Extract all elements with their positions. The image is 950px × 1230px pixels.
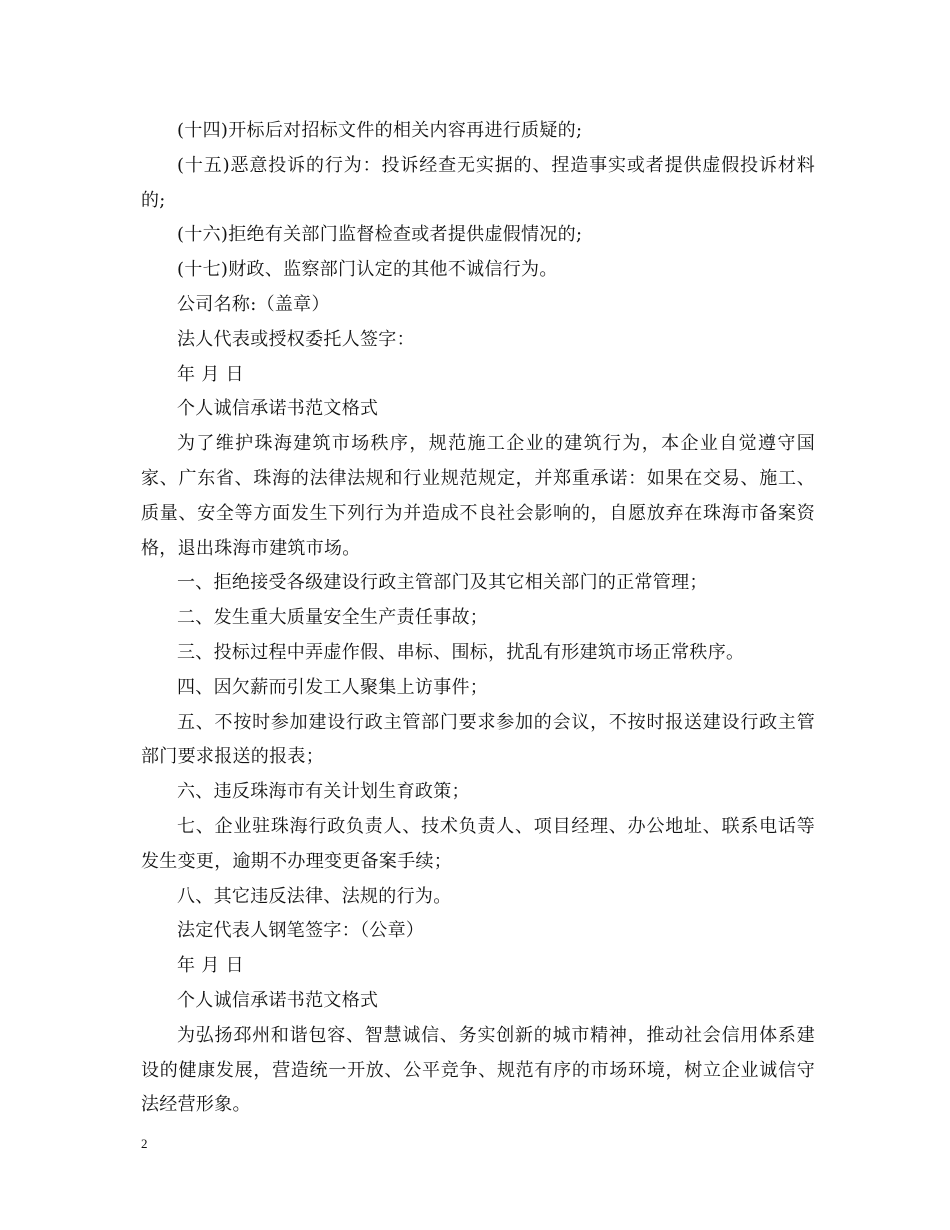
- paragraph: 年 月 日: [177, 363, 244, 385]
- paragraph: 为了维护珠海建筑市场秩序，规范施工企业的建筑行为，本企业自觉遵守国家、广东省、珠海的法律法规和行业规范规定，并郑重承诺：如果在交易、施工、质量、安全等方面发生下列行为并造成不良社会影响的，自愿放弃在珠海市备案资格，退出珠海市建筑市场。: [141, 433, 815, 559]
- section-heading: 个人诚信承诺书范文格式: [177, 989, 379, 1011]
- paragraph: 一、拒绝接受各级建设行政主管部门及其它相关部门的正常管理；: [177, 572, 708, 594]
- page-number: 2: [141, 1136, 148, 1151]
- paragraph: 三、投标过程中弄虚作假、串标、围标，扰乱有形建筑市场正常秩序。: [177, 641, 745, 663]
- paragraph: (十七)财政、监察部门认定的其他不诚信行为。: [177, 259, 558, 281]
- paragraph: 年 月 日: [177, 955, 244, 977]
- paragraph: 二、发生重大质量安全生产责任事故；: [177, 607, 489, 629]
- document-body: [141, 114, 815, 1123]
- paragraph: 法定代表人钢笔签字：（公章）: [177, 920, 425, 942]
- paragraph: 五、不按时参加建设行政主管部门要求参加的会议，不按时报送建设行政主管部门要求报送的报表；: [141, 711, 815, 768]
- paragraph: (十六)拒绝有关部门监督检查或者提供虚假情况的;: [177, 224, 583, 246]
- paragraph: 八、其它违反法律、法规的行为。: [177, 885, 452, 907]
- paragraph: 七、企业驻珠海行政负责人、技术负责人、项目经理、办公地址、联系电话等发生变更，逾期不办理变更备案手续；: [141, 815, 815, 872]
- paragraph: 法人代表或授权委托人签字：: [177, 328, 415, 350]
- paragraph: 为弘扬邳州和谐包容、智慧诚信、务实创新的城市精神，推动社会信用体系建设的健康发展，营造统一开放、公平竞争、规范有序的市场环境，树立企业诚信守法经营形象。: [141, 1024, 815, 1116]
- paragraph: 六、违反珠海市有关计划生育政策；: [177, 781, 470, 803]
- section-heading: 个人诚信承诺书范文格式: [177, 398, 379, 420]
- paragraph: (十五)恶意投诉的行为：投诉经查无实据的、捏造事实或者提供虚假投诉材料的;: [141, 154, 815, 211]
- paragraph: 四、因欠薪而引发工人聚集上访事件；: [177, 676, 489, 698]
- paragraph: (十四)开标后对招标文件的相关内容再进行质疑的;: [177, 120, 583, 141]
- paragraph: 公司名称:（盖章）: [177, 293, 330, 315]
